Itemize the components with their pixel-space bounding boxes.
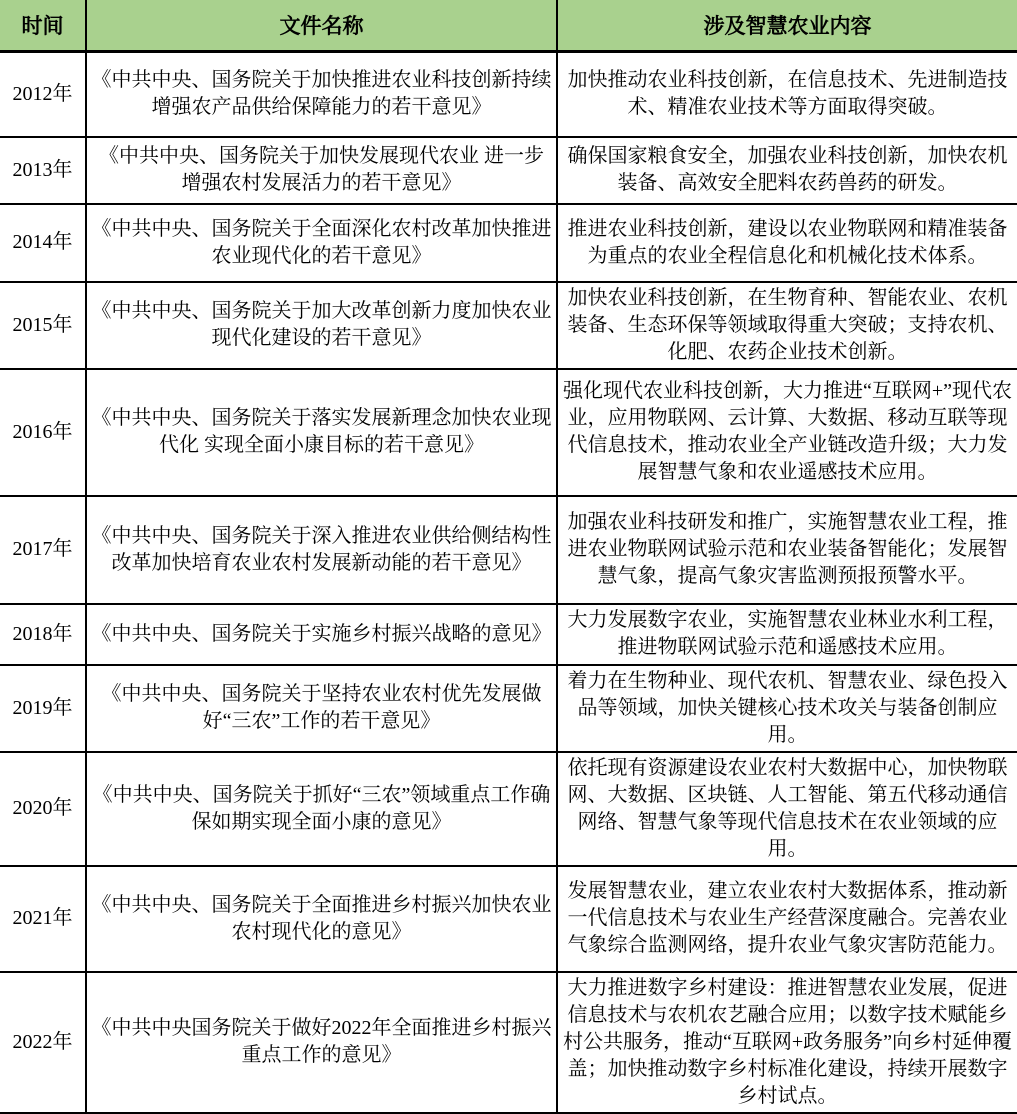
table-row	[0, 752, 1017, 866]
table-row	[0, 665, 1017, 752]
table-row	[0, 204, 1017, 282]
year-cell: 2018年	[0, 604, 86, 665]
content-cell: 着力在生物种业、现代农机、智慧农业、绿色投入品等领域，加快关键核心技术攻关与装备创制应用。	[557, 665, 1017, 752]
year-cell: 2014年	[0, 204, 86, 282]
table-row	[0, 137, 1017, 204]
content-cell: 加快推动农业科技创新，在信息技术、先进制造技术、精准农业技术等方面取得突破。	[557, 52, 1017, 137]
table-row	[0, 369, 1017, 496]
content-cell: 大力推进数字乡村建设：推进智慧农业发展，促进信息技术与农机农艺融合应用；以数字技术赋能乡村公共服务，推动“互联网+政务服务”向乡村延伸覆盖；加快推动数字乡村标准化建设，持续开展数字乡村试点。	[557, 972, 1017, 1113]
year-cell: 2022年	[0, 972, 86, 1113]
column-header-time: 时间	[0, 0, 86, 52]
year-cell: 2017年	[0, 496, 86, 604]
year-cell: 2012年	[0, 52, 86, 137]
content-cell: 加强农业科技研发和推广，实施智慧农业工程，推进农业物联网试验示范和农业装备智能化；发展智慧气象，提高气象灾害监测预报预警水平。	[557, 496, 1017, 604]
content-cell: 加快农业科技创新，在生物育种、智能农业、农机装备、生态环保等领域取得重大突破；支持农机、化肥、农药企业技术创新。	[557, 282, 1017, 369]
content-cell: 依托现有资源建设农业农村大数据中心，加快物联网、大数据、区块链、人工智能、第五代移动通信网络、智慧气象等现代信息技术在农业领域的应用。	[557, 752, 1017, 866]
table-row	[0, 52, 1017, 137]
year-cell: 2016年	[0, 369, 86, 496]
table-body	[0, 52, 1017, 1113]
document-name-cell: 《中共中央、国务院关于坚持农业农村优先发展做好“三农”工作的若干意见》	[86, 665, 557, 752]
content-cell: 大力发展数字农业，实施智慧农业林业水利工程，推进物联网试验示范和遥感技术应用。	[557, 604, 1017, 665]
table-row	[0, 972, 1017, 1113]
table-row	[0, 496, 1017, 604]
document-name-cell: 《中共中央、国务院关于全面推进乡村振兴加快农业农村现代化的意见》	[86, 866, 557, 972]
content-cell: 强化现代农业科技创新，大力推进“互联网+”现代农业，应用物联网、云计算、大数据、移动互联等现代信息技术，推动农业全产业链改造升级；大力发展智慧气象和农业遥感技术应用。	[557, 369, 1017, 496]
document-name-cell: 《中共中央、国务院关于深入推进农业供给侧结构性改革加快培育农业农村发展新动能的若干意见》	[86, 496, 557, 604]
document-name-cell: 《中共中央、国务院关于实施乡村振兴战略的意见》	[86, 604, 557, 665]
column-header-smart-agriculture-content: 涉及智慧农业内容	[557, 0, 1017, 52]
document-name-cell: 《中共中央、国务院关于加快推进农业科技创新持续增强农产品供给保障能力的若干意见》	[86, 52, 557, 137]
document-name-cell: 《中共中央、国务院关于加快发展现代农业 进一步增强农村发展活力的若干意见》	[86, 137, 557, 204]
document-name-cell: 《中共中央国务院关于做好2022年全面推进乡村振兴重点工作的意见》	[86, 972, 557, 1113]
table-row	[0, 604, 1017, 665]
document-name-cell: 《中共中央、国务院关于抓好“三农”领域重点工作确保如期实现全面小康的意见》	[86, 752, 557, 866]
content-cell: 确保国家粮食安全，加强农业科技创新，加快农机装备、高效安全肥料农药兽药的研发。	[557, 137, 1017, 204]
document-name-cell: 《中共中央、国务院关于加大改革创新力度加快农业现代化建设的若干意见》	[86, 282, 557, 369]
header-row	[0, 0, 1017, 52]
table-row	[0, 866, 1017, 972]
year-cell: 2013年	[0, 137, 86, 204]
column-header-document-name: 文件名称	[86, 0, 557, 52]
year-cell: 2020年	[0, 752, 86, 866]
table-row	[0, 282, 1017, 369]
year-cell: 2015年	[0, 282, 86, 369]
document-name-cell: 《中共中央、国务院关于落实发展新理念加快农业现代化 实现全面小康目标的若干意见》	[86, 369, 557, 496]
table-header	[0, 0, 1017, 52]
content-cell: 推进农业科技创新，建设以农业物联网和精准装备为重点的农业全程信息化和机械化技术体系。	[557, 204, 1017, 282]
content-cell: 发展智慧农业，建立农业农村大数据体系，推动新一代信息技术与农业生产经营深度融合。完善农业气象综合监测网络，提升农业气象灾害防范能力。	[557, 866, 1017, 972]
document-name-cell: 《中共中央、国务院关于全面深化农村改革加快推进农业现代化的若干意见》	[86, 204, 557, 282]
year-cell: 2021年	[0, 866, 86, 972]
year-cell: 2019年	[0, 665, 86, 752]
